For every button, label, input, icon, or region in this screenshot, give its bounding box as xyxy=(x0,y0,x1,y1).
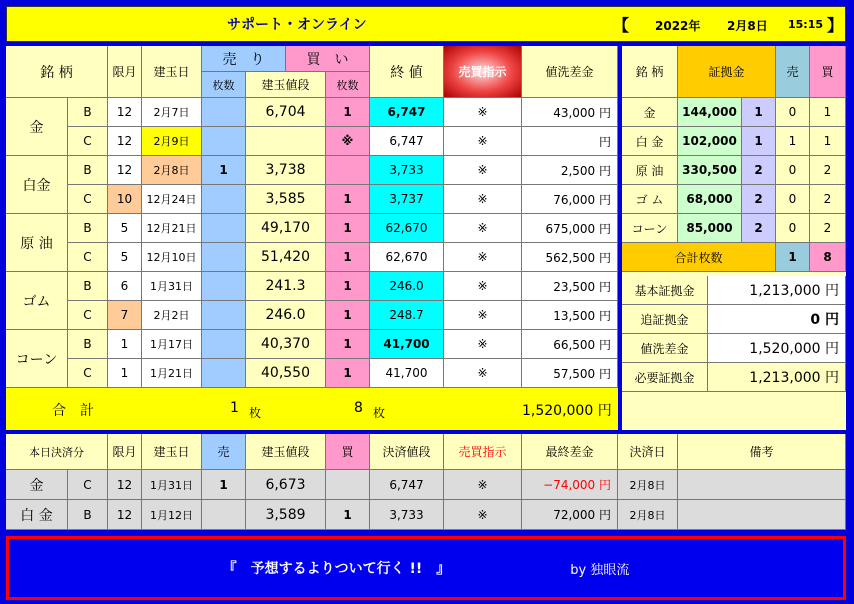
brand-crude: 原 油 xyxy=(6,214,68,272)
side-buy: 1 xyxy=(810,98,846,127)
settle-open-date: 1月31日 xyxy=(142,470,202,500)
brand-gold: 金 xyxy=(6,98,68,156)
side-margin: 330,500 xyxy=(678,156,742,185)
side-buy-header: 買 xyxy=(810,46,846,98)
settle-order: ※ xyxy=(444,470,522,500)
month-cell[interactable]: 5 xyxy=(108,243,142,272)
month-cell[interactable]: 12 xyxy=(108,127,142,156)
brand-rubber: ゴム xyxy=(6,272,68,330)
total-row xyxy=(6,388,618,430)
summary-value: 0 円 xyxy=(708,305,846,334)
motto-author: by 独眼流 xyxy=(570,562,630,578)
settle-month-header: 限月 xyxy=(108,434,142,470)
sell-qty-cell[interactable] xyxy=(202,272,246,301)
brand-platinum: 白金 xyxy=(6,156,68,214)
month-cell[interactable]: 7 xyxy=(108,301,142,330)
settle-date: 2月8日 xyxy=(618,470,678,500)
header-date: 2月8日 xyxy=(727,19,768,33)
order-cell[interactable]: ※ xyxy=(444,156,522,185)
settle-note[interactable] xyxy=(678,470,846,500)
settle-month: 12 xyxy=(108,500,142,530)
side-sell: 1 xyxy=(776,127,810,156)
pos-type: C xyxy=(68,185,108,214)
open-price-cell[interactable]: 3,585 xyxy=(246,185,326,214)
close-price-cell: 6,747 xyxy=(370,127,444,156)
side-sell: 0 xyxy=(776,185,810,214)
summary-label: 必要証拠金 xyxy=(622,363,708,392)
side-sell-header: 売 xyxy=(776,46,810,98)
side-margin-header: 証拠金 xyxy=(678,46,776,98)
side-brand: 原 油 xyxy=(622,156,678,185)
bracket-left: 【 xyxy=(613,16,630,35)
summary-label: 値洗差金 xyxy=(622,334,708,363)
sell-qty-cell[interactable] xyxy=(202,98,246,127)
diff-cell: 13,500 円 xyxy=(522,301,618,330)
side-total-label: 合計枚数 xyxy=(622,243,776,272)
open-price-cell[interactable]: 40,370 xyxy=(246,330,326,359)
side-brand: コーン xyxy=(622,214,678,243)
side-count: 2 xyxy=(742,185,776,214)
col-open-price-header: 建玉値段 xyxy=(246,72,326,98)
side-brand-header: 銘 柄 xyxy=(622,46,678,98)
buy-qty-cell[interactable]: 1 xyxy=(326,185,370,214)
settle-month: 12 xyxy=(108,470,142,500)
settle-open-price: 6,673 xyxy=(246,470,326,500)
settle-final-header: 最終差金 xyxy=(522,434,618,470)
pos-type: B xyxy=(68,98,108,127)
total-sell-unit: 枚 xyxy=(249,406,262,420)
order-cell[interactable]: ※ xyxy=(444,214,522,243)
sell-qty-cell[interactable] xyxy=(202,243,246,272)
open-price-cell[interactable] xyxy=(246,127,326,156)
month-cell[interactable]: 12 xyxy=(108,156,142,185)
pos-type: B xyxy=(68,156,108,185)
total-diff: 1,520,000 円 xyxy=(522,403,612,419)
close-price-cell: 41,700 xyxy=(370,330,444,359)
close-price-cell: 62,670 xyxy=(370,243,444,272)
brand-corn: コーン xyxy=(6,330,68,388)
month-cell[interactable]: 1 xyxy=(108,330,142,359)
side-count: 2 xyxy=(742,214,776,243)
side-buy: 1 xyxy=(810,127,846,156)
month-cell[interactable]: 5 xyxy=(108,214,142,243)
settle-order-header: 売買指示 xyxy=(444,434,522,470)
settle-price: 3,733 xyxy=(370,500,444,530)
open-price-cell[interactable]: 40,550 xyxy=(246,359,326,388)
open-date-cell[interactable]: 1月31日 xyxy=(142,272,202,301)
diff-cell: 57,500 円 xyxy=(522,359,618,388)
sell-qty-cell[interactable] xyxy=(202,127,246,156)
side-sell: 0 xyxy=(776,156,810,185)
settle-note[interactable] xyxy=(678,500,846,530)
sell-qty-cell[interactable] xyxy=(202,185,246,214)
settle-final: 72,000 円 xyxy=(522,500,618,530)
close-price-cell: 248.7 xyxy=(370,301,444,330)
header-time: 15:15 xyxy=(788,18,824,31)
pos-type: B xyxy=(68,272,108,301)
col-sell-header: 売 り xyxy=(202,46,286,72)
diff-cell: 円 xyxy=(522,127,618,156)
col-buy-header: 買 い xyxy=(286,46,370,72)
settle-date: 2月8日 xyxy=(618,500,678,530)
col-open-date-header: 建玉日 xyxy=(142,46,202,98)
side-margin: 102,000 xyxy=(678,127,742,156)
app-title: サポート・オンライン xyxy=(227,17,367,33)
settle-brand: 金 xyxy=(6,470,68,500)
side-brand: 白 金 xyxy=(622,127,678,156)
settle-pos: C xyxy=(68,470,108,500)
side-total-buy: 8 xyxy=(810,243,846,272)
diff-cell: 66,500 円 xyxy=(522,330,618,359)
settle-sell-header: 売 xyxy=(202,434,246,470)
pos-type: B xyxy=(68,214,108,243)
open-date-cell[interactable]: 12月24日 xyxy=(142,185,202,214)
header-year: 2022年 xyxy=(655,19,701,33)
buy-qty-cell[interactable]: 1 xyxy=(326,330,370,359)
sell-qty-cell[interactable] xyxy=(202,330,246,359)
month-cell[interactable]: 12 xyxy=(108,98,142,127)
col-order-header[interactable]: 売買指示 xyxy=(444,46,522,98)
side-brand: 金 xyxy=(622,98,678,127)
month-cell[interactable]: 6 xyxy=(108,272,142,301)
settle-pos: B xyxy=(68,500,108,530)
side-count: 1 xyxy=(742,127,776,156)
close-price-cell: 246.0 xyxy=(370,272,444,301)
buy-qty-cell[interactable]: 1 xyxy=(326,301,370,330)
open-date-cell[interactable]: 2月2日 xyxy=(142,301,202,330)
diff-cell: 76,000 円 xyxy=(522,185,618,214)
settle-brand-header: 本日決済分 xyxy=(6,434,108,470)
close-price-cell: 3,737 xyxy=(370,185,444,214)
open-date-cell[interactable]: 1月17日 xyxy=(142,330,202,359)
settle-price-header: 決済値段 xyxy=(370,434,444,470)
side-count: 2 xyxy=(742,156,776,185)
buy-qty-cell[interactable]: 1 xyxy=(326,214,370,243)
settle-note-header: 備考 xyxy=(678,434,846,470)
settle-sell xyxy=(202,500,246,530)
col-month-header: 限月 xyxy=(108,46,142,98)
order-cell[interactable]: ※ xyxy=(444,272,522,301)
settle-price: 6,747 xyxy=(370,470,444,500)
pos-type: B xyxy=(68,330,108,359)
settle-final: −74,000 円 xyxy=(522,470,618,500)
col-close-header: 終 値 xyxy=(370,46,444,98)
settle-open-price-header: 建玉値段 xyxy=(246,434,326,470)
col-sell-qty-header: 枚数 xyxy=(202,72,246,98)
month-cell[interactable]: 1 xyxy=(108,359,142,388)
pos-type: C xyxy=(68,359,108,388)
title-bar xyxy=(6,6,846,42)
col-buy-qty-header: 枚数 xyxy=(326,72,370,98)
diff-cell: 23,500 円 xyxy=(522,272,618,301)
order-cell[interactable]: ※ xyxy=(444,330,522,359)
pos-type: C xyxy=(68,301,108,330)
summary-label: 基本証拠金 xyxy=(622,276,708,305)
summary-value: 1,520,000 円 xyxy=(708,334,846,363)
diff-cell: 43,000 円 xyxy=(522,98,618,127)
side-buy: 2 xyxy=(810,156,846,185)
side-sell: 0 xyxy=(776,214,810,243)
open-price-cell[interactable]: 246.0 xyxy=(246,301,326,330)
order-cell[interactable]: ※ xyxy=(444,98,522,127)
motto-text: 『 予想するよりついて行く !! 』 xyxy=(222,561,451,577)
diff-cell: 562,500 円 xyxy=(522,243,618,272)
total-buy: 8 xyxy=(354,400,363,416)
buy-qty-cell[interactable]: 1 xyxy=(326,243,370,272)
settlement-table xyxy=(6,434,846,530)
summary-value: 1,213,000 円 xyxy=(708,363,846,392)
open-date-cell[interactable]: 2月9日 xyxy=(142,127,202,156)
open-price-cell[interactable]: 3,738 xyxy=(246,156,326,185)
close-price-cell: 6,747 xyxy=(370,98,444,127)
buy-qty-cell[interactable]: ※ xyxy=(326,127,370,156)
side-total-sell: 1 xyxy=(776,243,810,272)
diff-cell: 2,500 円 xyxy=(522,156,618,185)
buy-qty-cell[interactable]: 1 xyxy=(326,359,370,388)
settle-buy: 1 xyxy=(326,500,370,530)
motto-banner xyxy=(6,536,846,600)
settle-order: ※ xyxy=(444,500,522,530)
order-cell[interactable]: ※ xyxy=(444,359,522,388)
side-sell: 0 xyxy=(776,98,810,127)
settle-open-price: 3,589 xyxy=(246,500,326,530)
pos-type: C xyxy=(68,127,108,156)
close-price-cell: 3,733 xyxy=(370,156,444,185)
diff-cell: 675,000 円 xyxy=(522,214,618,243)
settle-brand: 白 金 xyxy=(6,500,68,530)
settle-buy xyxy=(326,470,370,500)
side-count: 1 xyxy=(742,98,776,127)
buy-qty-cell[interactable]: 1 xyxy=(326,98,370,127)
sell-qty-cell[interactable] xyxy=(202,359,246,388)
open-price-cell[interactable]: 49,170 xyxy=(246,214,326,243)
open-date-cell[interactable]: 1月21日 xyxy=(142,359,202,388)
sell-qty-cell[interactable] xyxy=(202,301,246,330)
order-cell[interactable]: ※ xyxy=(444,301,522,330)
side-margin: 144,000 xyxy=(678,98,742,127)
side-buy: 2 xyxy=(810,185,846,214)
side-margin: 85,000 xyxy=(678,214,742,243)
margin-table xyxy=(622,46,846,430)
open-date-cell[interactable]: 12月10日 xyxy=(142,243,202,272)
summary-value: 1,213,000 円 xyxy=(708,276,846,305)
settle-open-date: 1月12日 xyxy=(142,500,202,530)
pos-type: C xyxy=(68,243,108,272)
bracket-right: 】 xyxy=(827,16,844,35)
order-cell[interactable]: ※ xyxy=(444,185,522,214)
order-cell[interactable]: ※ xyxy=(444,243,522,272)
order-cell[interactable]: ※ xyxy=(444,127,522,156)
side-margin: 68,000 xyxy=(678,185,742,214)
total-buy-unit: 枚 xyxy=(373,406,386,420)
close-price-cell: 41,700 xyxy=(370,359,444,388)
open-price-cell[interactable]: 51,420 xyxy=(246,243,326,272)
open-price-cell[interactable]: 6,704 xyxy=(246,98,326,127)
col-diff-header: 値洗差金 xyxy=(522,46,618,98)
open-date-cell[interactable]: 2月7日 xyxy=(142,98,202,127)
total-label: 合 計 xyxy=(52,403,94,419)
side-brand: ゴ ム xyxy=(622,185,678,214)
sell-qty-cell[interactable]: 1 xyxy=(202,156,246,185)
side-buy: 2 xyxy=(810,214,846,243)
settle-open-date-header: 建玉日 xyxy=(142,434,202,470)
sell-qty-cell[interactable] xyxy=(202,214,246,243)
buy-qty-cell[interactable]: 1 xyxy=(326,272,370,301)
open-date-cell[interactable]: 2月8日 xyxy=(142,156,202,185)
positions-table xyxy=(6,46,618,430)
settle-date-header: 決済日 xyxy=(618,434,678,470)
buy-qty-cell[interactable] xyxy=(326,156,370,185)
total-sell: 1 xyxy=(230,400,239,416)
month-cell[interactable]: 10 xyxy=(108,185,142,214)
open-date-cell[interactable]: 12月21日 xyxy=(142,214,202,243)
summary-label: 追証拠金 xyxy=(622,305,708,334)
close-price-cell: 62,670 xyxy=(370,214,444,243)
col-brand-header: 銘 柄 xyxy=(6,46,108,98)
open-price-cell[interactable]: 241.3 xyxy=(246,272,326,301)
settle-buy-header: 買 xyxy=(326,434,370,470)
settle-sell: 1 xyxy=(202,470,246,500)
